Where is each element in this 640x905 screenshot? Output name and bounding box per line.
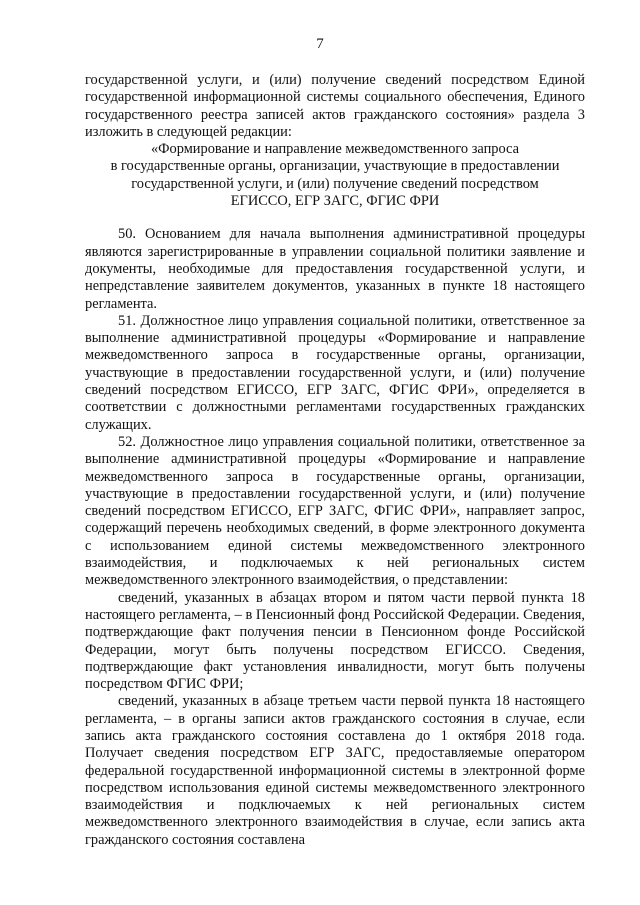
paragraph-52-item-pension: сведений, указанных в абзацах втором и пятом части первой пункта 18 настоящего регламента, – в Пенсионный фонд Российской Федерации. Сведения, подтверждающие факт получения пенсии в Пенсионном фонде Российской Федерации, могут быть получены посредством ЕГИССО. Сведения, подтверждающие факт установления инвалидности, могут быть получены посредством ФГИС ФРИ; — [85, 589, 585, 693]
heading-line: государственной услуги, и (или) получение сведений посредством — [131, 175, 539, 192]
paragraph-52-item-zags: сведений, указанных в абзаце третьем части первой пункта 18 настоящего регламента, – в органы записи актов гражданского состояния в случае, если запись акта гражданского состояния составлена до 1 октября 2018 года. Получает сведения посредством ЕГР ЗАГС, предоставляемые оператором федеральной государственной информационной системы в электронной форме посредством использования единой системы межведомственного электронного взаимодействия и подключаемых к ней региональных систем межведомственного электронного взаимодействия в случае, если запись акта гражданского состояния составлена — [85, 693, 585, 848]
heading-line: в государственные органы, организации, участвующие в предоставлении — [110, 158, 560, 175]
document-body — [85, 72, 585, 849]
intro-paragraph: государственной услуги, и (или) получение сведений посредством Единой государственной информационной системы социального обеспечения, Единого государственного реестра записей актов гражданского состояния» раздела 3 изложить в следующей редакции: — [85, 72, 585, 140]
paragraph-51: 51. Должностное лицо управления социальной политики, ответственное за выполнение административной процедуры «Формирование и направление межведомственного запроса в государственные органы, организации, участвующие в предоставлении государственной услуги, и (или) получение сведений посредством ЕГИССО, ЕГР ЗАГС, ФГИС ФРИ», определяется в соответствии с должностными регламентами государственных гражданских служащих. — [85, 312, 585, 433]
heading-line: «Формирование и направление межведомственного запроса — [150, 141, 520, 158]
paragraph-50: 50. Основанием для начала выполнения административной процедуры являются зарегистрированные в управлении социальной политики заявление и документы, необходимые для предоставления государственной услуги, и непредставление заявителем документов, указанных в пункте 18 настоящего регламента. — [85, 226, 585, 312]
page-number: 7 — [316, 36, 324, 52]
paragraph-52: 52. Должностное лицо управления социальной политики, ответственное за выполнение административной процедуры «Формирование и направление межведомственного запроса в государственные органы, организации, участвующие в предоставлении государственной услуги, и (или) получение сведений посредством ЕГИССО, ЕГР ЗАГС, ФГИС ФРИ», направляет запрос, содержащий перечень необходимых сведений, в форме электронного документа с использованием единой системы межведомственного электронного взаимодействия, и подключаемых к ней региональных систем межведомственного электронного взаимодействия, о представлении: — [85, 433, 585, 589]
section-heading — [85, 141, 585, 210]
spacer — [85, 210, 585, 226]
heading-line: ЕГИССО, ЕГР ЗАГС, ФГИС ФРИ — [230, 193, 440, 210]
